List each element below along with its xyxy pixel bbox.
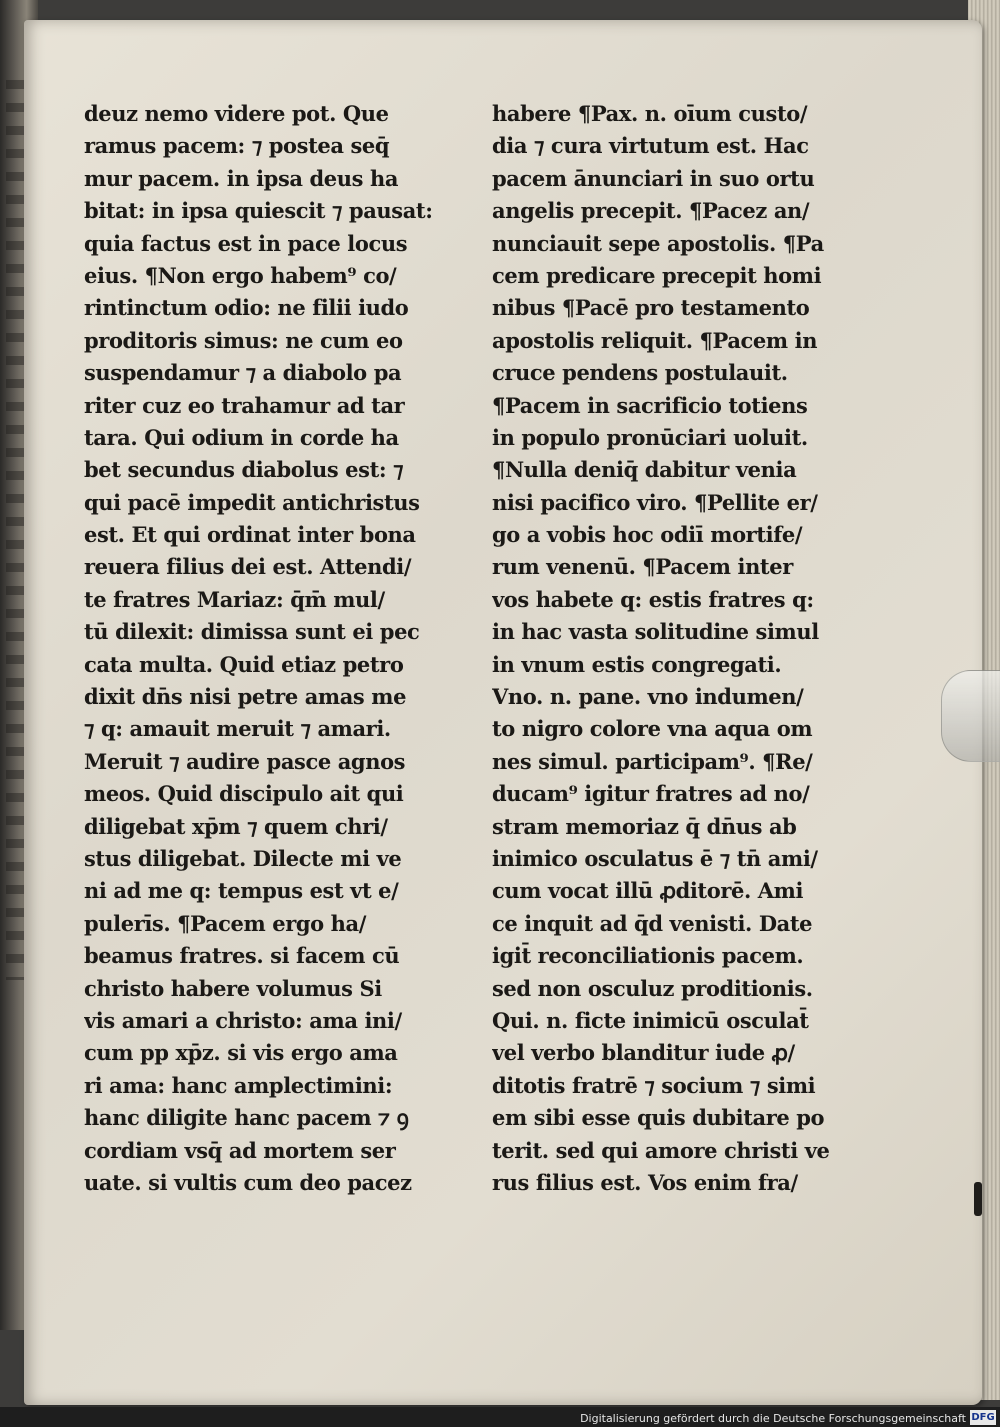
text-line: ¶Pacem in sacrificio totiens [492, 392, 808, 418]
text-line: ramus pacem: ⁊ postea seq̄ [84, 133, 390, 159]
text-line: sed non osculuz proditionis. [492, 975, 813, 1001]
text-line: Vno. n. pane. vno indumen/ [492, 684, 804, 710]
text-line: meos. Quid discipulo ait qui [84, 781, 404, 807]
text-line: dia ⁊ cura virtutum est. Hac [492, 133, 809, 159]
text-line: ducam⁹ igitur fratres ad no/ [492, 781, 810, 807]
funding-credit: Digitalisierung gefördert durch die Deutsche Forschungsgemeinschaft [580, 1412, 966, 1425]
text-line: ce inquit ad q̄d venisti. Date [492, 910, 813, 936]
text-line: uate. si vultis cum deo pacez [84, 1169, 412, 1195]
text-line: tū dilexit: dimissa sunt ei pec [84, 619, 420, 645]
text-line: eius. ¶Non ergo habem⁹ co/ [84, 262, 397, 288]
text-line: nes simul. participam⁹. ¶Re/ [492, 748, 813, 774]
text-line: stus diligebat. Dilecte mi ve [84, 845, 402, 871]
text-line: cum vocat illū ꝓditorē. Ami [492, 878, 804, 904]
text-line: ⁊ q: amauit meruit ⁊ amari. [84, 716, 391, 742]
text-line: bet secundus diabolus est: ⁊ [84, 457, 404, 483]
text-line: nunciauit sepe apostolis. ¶Pa [492, 230, 824, 256]
text-line: ¶Nulla deniq̄ dabitur venia [492, 457, 797, 483]
text-line: Meruit ⁊ audire pasce agnos [84, 748, 406, 774]
text-line: nibus ¶Pacē pro testamento [492, 295, 810, 321]
text-line: igit̄ reconciliationis pacem. [492, 943, 804, 969]
text-line: nisi pacifico viro. ¶Pellite er/ [492, 489, 818, 515]
text-line: go a vobis hoc odiī mortife/ [492, 522, 803, 548]
text-line: proditoris simus: ne cum eo [84, 327, 403, 353]
text-line: ditotis fratrē ⁊ socium ⁊ simi [492, 1072, 816, 1098]
text-line: dixit dn̄s nisi petre amas me [84, 684, 407, 710]
text-line: suspendamur ⁊ a diabolo pa [84, 360, 402, 386]
text-line: christo habere volumus Si [84, 975, 382, 1001]
text-line: beamus fratres. si facem cū [84, 943, 400, 969]
text-line: rus filius est. Vos enim fra/ [492, 1169, 798, 1195]
ink-stain [974, 1182, 982, 1216]
text-line: to nigro colore vna aqua om [492, 716, 813, 742]
text-line: habere ¶Pax. n. oīum custo/ [492, 101, 808, 126]
text-line: cum pp xp̄z. si vis ergo ama [84, 1040, 398, 1066]
text-line: vos habete q: estis fratres q: [492, 586, 814, 612]
text-line: tara. Qui odium in corde ha [84, 424, 399, 450]
text-block [84, 98, 864, 1195]
text-line: te fratres Mariaz: q̄m̄ mul/ [84, 586, 385, 612]
text-line: vis amari a christo: ama ini/ [84, 1007, 402, 1033]
text-line: pulerīs. ¶Pacem ergo ha/ [84, 910, 367, 936]
text-line: terit. sed qui amore christi ve [492, 1137, 830, 1163]
text-line: em sibi esse quis dubitare po [492, 1105, 825, 1131]
text-line: vel verbo blanditur iude ꝓ/ [492, 1040, 795, 1066]
text-line: angelis precepit. ¶Pacez an/ [492, 198, 810, 224]
text-line: riter cuz eo trahamur ad tar [84, 392, 405, 418]
text-line: bitat: in ipsa quiescit ⁊ pausat: [84, 198, 433, 224]
right-text-column [492, 98, 864, 1195]
text-line: cordiam vsq̄ ad mortem ser [84, 1137, 396, 1163]
text-line: deuz nemo videre pot. Que [84, 101, 389, 126]
text-line: pacem ānunciari in suo ortu [492, 165, 815, 191]
text-line: in vnum estis congregati. [492, 651, 782, 677]
text-line: Qui. n. ficte inimicū osculat̄ [492, 1007, 809, 1033]
text-line: diligebat xp̄m ⁊ quem chri/ [84, 813, 388, 839]
text-line: cem predicare precepit homi [492, 262, 822, 288]
text-line: quia factus est in pace locus [84, 230, 408, 256]
text-line: stram memoriaz q̄ dn̄us ab [492, 813, 797, 839]
text-line: apostolis reliquit. ¶Pacem in [492, 327, 818, 353]
page-clip [941, 670, 1000, 762]
text-line: mur pacem. in ipsa deus ha [84, 165, 399, 191]
left-text-column [84, 98, 456, 1195]
footer-bar [0, 1407, 1000, 1427]
text-line: reuera filius dei est. Attendi/ [84, 554, 412, 580]
text-line: rum venenū. ¶Pacem inter [492, 554, 793, 580]
text-line: inimico osculatus ē ⁊ tn̄ ami/ [492, 845, 818, 871]
text-line: in hac vasta solitudine simul [492, 619, 819, 645]
text-line: in populo pronūciari uoluit. [492, 424, 808, 450]
text-line: ni ad me q: tempus est vt e/ [84, 878, 399, 904]
text-line: rintinctum odio: ne filii iudo [84, 295, 409, 321]
text-line: cruce pendens postulauit. [492, 360, 788, 386]
text-line: est. Et qui ordinat inter bona [84, 522, 416, 548]
text-line: cata multa. Quid etiaz petro [84, 651, 404, 677]
text-line: ri ama: hanc amplectimini: [84, 1072, 393, 1098]
book-page [24, 20, 982, 1405]
text-line: hanc diligite hanc pacem ⁊ ꝯ [84, 1105, 409, 1131]
text-line: qui pacē impedit antichristus [84, 489, 420, 515]
dfg-logo: DFG [971, 1412, 995, 1423]
